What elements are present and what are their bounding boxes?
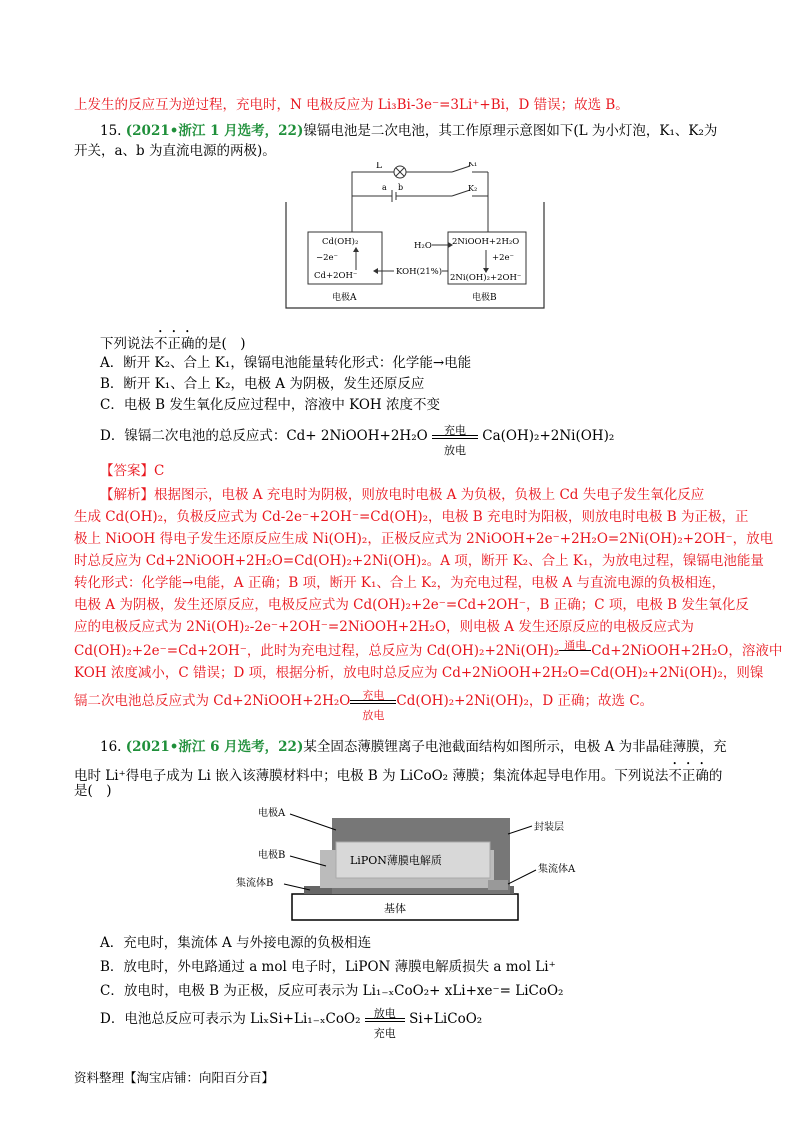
q16-stem-line2: 电时 Li⁺得电子成为 Li 嵌入该薄膜材料中；电极 B 为 LiCoO₂ 薄膜；集流体起导电作用。下列说法不正确的 [74, 768, 723, 784]
k1-label: K₁ [468, 162, 478, 168]
electrolysis-arrow: 通电 [559, 643, 591, 661]
q16-ask-emphasis: 不正确 [668, 768, 709, 784]
q15-option-d: D．镍镉二次电池的总反应式：Cd+ 2NiOOH+2H₂O 充电 放电 Ca(OH)₂+2Ni(OH)₂ [100, 423, 615, 457]
q15-stem-text1: 镍镉电池是二次电池，其工作原理示意图如下(L 为小灯泡，K₁、K₂为 [303, 123, 718, 139]
q15-answer: 【答案】C [100, 463, 165, 479]
right-box-top: 2NiOOH+2H₂O [452, 237, 520, 247]
nicd-battery-diagram [282, 162, 552, 312]
k2-label: K₂ [468, 184, 478, 193]
left-box-mid: −2e⁻ [316, 253, 339, 263]
q15-analysis-line5: 转化形式：化学能→电能，A 正确；B 项，断开 K₁、合上 K₂，为充电过程，电极 A 与直流电源的负极相连， [74, 575, 725, 591]
q15-source: (2021•浙江 1 月选考，22) [125, 123, 304, 139]
left-box-bot: Cd+2OH⁻ [314, 271, 358, 281]
q16-option-c: C．放电时，电极 B 为正极，反应可表示为 Li₁₋ₓCoO₂+ xLi+xe⁻= LiCoO₂ [100, 983, 564, 999]
q15-number: 15. [100, 123, 122, 139]
q15-analysis-line2: 生成 Cd(OH)₂，负极反应式为 Cd-2e⁻+2OH⁻=Cd(OH)₂，电极 B 充电时为阳极，则放电时电极 B 为正极，正 [74, 509, 749, 525]
analysis-reversible-arrow: 充电 放电 [350, 693, 396, 711]
q16-stem-line1: 16. (2021•浙江 6 月选考，22)某全固态薄膜锂离子电池截面结构如图所示，电极 A 为非晶硅薄膜，充 [100, 739, 727, 755]
collector-a-pointer [508, 870, 536, 884]
q16-option-a: A．充电时，集流体 A 与外接电源的负极相连 [100, 935, 372, 951]
collector-a-label: 集流体A [538, 864, 576, 875]
electrolyte-label: LiPON薄膜电解质 [350, 854, 442, 867]
q16-source: (2021•浙江 6 月选考，22) [125, 739, 304, 755]
q15-analysis-line4: 时总反应为 Cd+2NiOOH+2H₂O=Cd(OH)₂+2Ni(OH)₂。A 项，断开 K₂、合上 K₁，为放电过程，镍镉电池能量 [74, 553, 764, 569]
left-box-top: Cd(OH)₂ [322, 237, 359, 247]
lamp-label: L [376, 162, 382, 171]
q15-ask-emphasis: 不正确 [154, 336, 195, 352]
electrode-b-label: 电极B [472, 293, 497, 303]
q15-analysis-line9: KOH 浓度减小，C 错误；D 项，根据分析，放电时总反应为 Cd+2NiOOH+2H₂O=Cd(OH)₂+2Ni(OH)₂，则镍 [74, 665, 764, 681]
q15-analysis-line7: 应的电极反应式为 2Ni(OH)₂-2e⁻+2OH⁻=2NiOOH+2H₂O，则电极 A 发生还原反应的电极反应式为 [74, 619, 694, 635]
previous-answer-tail: 上发生的反应互为逆过程，充电时，N 电极反应为 Li₃Bi-3e⁻=3Li⁺+Bi，D 错误；故选 B。 [74, 97, 629, 113]
circuit-wire-left-top [352, 172, 394, 232]
electrode-a-pointer [290, 814, 336, 830]
q15-option-b: B．断开 K₁、合上 K₂，电极 A 为阴极，发生还原反应 [100, 376, 425, 392]
pole-b-label: b [398, 183, 404, 192]
right-box-mid: +2e⁻ [492, 253, 515, 263]
q15-analysis-line8: Cd(OH)₂+2e⁻=Cd+2OH⁻，此时为充电过程，总反应为 Cd(OH)₂+2Ni(OH)₂ 通电 Cd+2NiOOH+2H₂O，溶液中 [74, 638, 783, 659]
q15-stem-line2: 开关，a、b 为直流电源的两极)。 [74, 143, 276, 159]
seal-pointer [508, 826, 532, 834]
base-label: 基体 [384, 902, 406, 915]
q15-analysis-line3: 极上 NiOOH 得电子发生还原反应生成 Ni(OH)₂，正极反应式为 2NiOOH+2e⁻+2H₂O=2Ni(OH)₂+2OH⁻，放电 [74, 531, 774, 547]
reversible-arrow: 充电 放电 [432, 428, 478, 446]
thin-film-battery-diagram [236, 800, 596, 926]
page-footer: 资料整理【淘宝店铺：向阳百分百】 [74, 1070, 275, 1085]
pole-a-label: a [382, 183, 387, 192]
q15-ask: 下列说法不正确的是( ) [100, 336, 246, 352]
q15-analysis-line10: 镉二次电池总反应式为 Cd+2NiOOH+2H₂O 充电 放电 Cd(OH)₂+2Ni(OH)₂，D 正确；故选 C。 [74, 688, 654, 722]
q15-analysis-line6: 电极 A 为阴极，发生还原反应，电极反应式为 Cd(OH)₂+2e⁻=Cd+2OH⁻，B 正确；C 项，电极 B 发生氧化反 [74, 597, 749, 613]
electrode-a-label: 电极A [258, 808, 286, 819]
collector-b-label: 集流体B [236, 878, 274, 889]
q16-reversible-arrow: 放电 充电 [365, 1011, 405, 1029]
electrode-b-label: 电极B [258, 850, 286, 861]
right-box-bot: 2Ni(OH)₂+2OH⁻ [450, 273, 522, 283]
q16-option-d: D．电池总反应可表示为 LiₓSi+Li₁₋ₓCoO₂ 放电 充电 Si+LiCoO₂ [100, 1006, 483, 1040]
q15-analysis-line1: 【解析】根据图示，电极 A 充电时为阴极，则放电时电极 A 为负极，负极上 Cd 失电子发生氧化反应 [100, 487, 705, 503]
electrode-a-label: 电极A [332, 293, 357, 303]
middle-koh: KOH(21%) [396, 267, 443, 277]
collector-a-layer [488, 880, 508, 890]
q16-stem-line3: 是( ) [74, 783, 112, 799]
q16-number: 16. [100, 739, 122, 755]
q15-stem-line1 [100, 122, 717, 140]
middle-h2o: H₂O [414, 241, 432, 251]
q15-option-a: A．断开 K₂、合上 K₁，镍镉电池能量转化形式：化学能→电能 [100, 355, 472, 371]
q16-option-b: B．放电时，外电路通过 a mol 电子时，LiPON 薄膜电解质损失 a mol Li⁺ [100, 959, 556, 975]
q15-option-c: C．电极 B 发生氧化反应过程中，溶液中 KOH 浓度不变 [100, 397, 440, 413]
seal-label: 封装层 [534, 822, 564, 833]
